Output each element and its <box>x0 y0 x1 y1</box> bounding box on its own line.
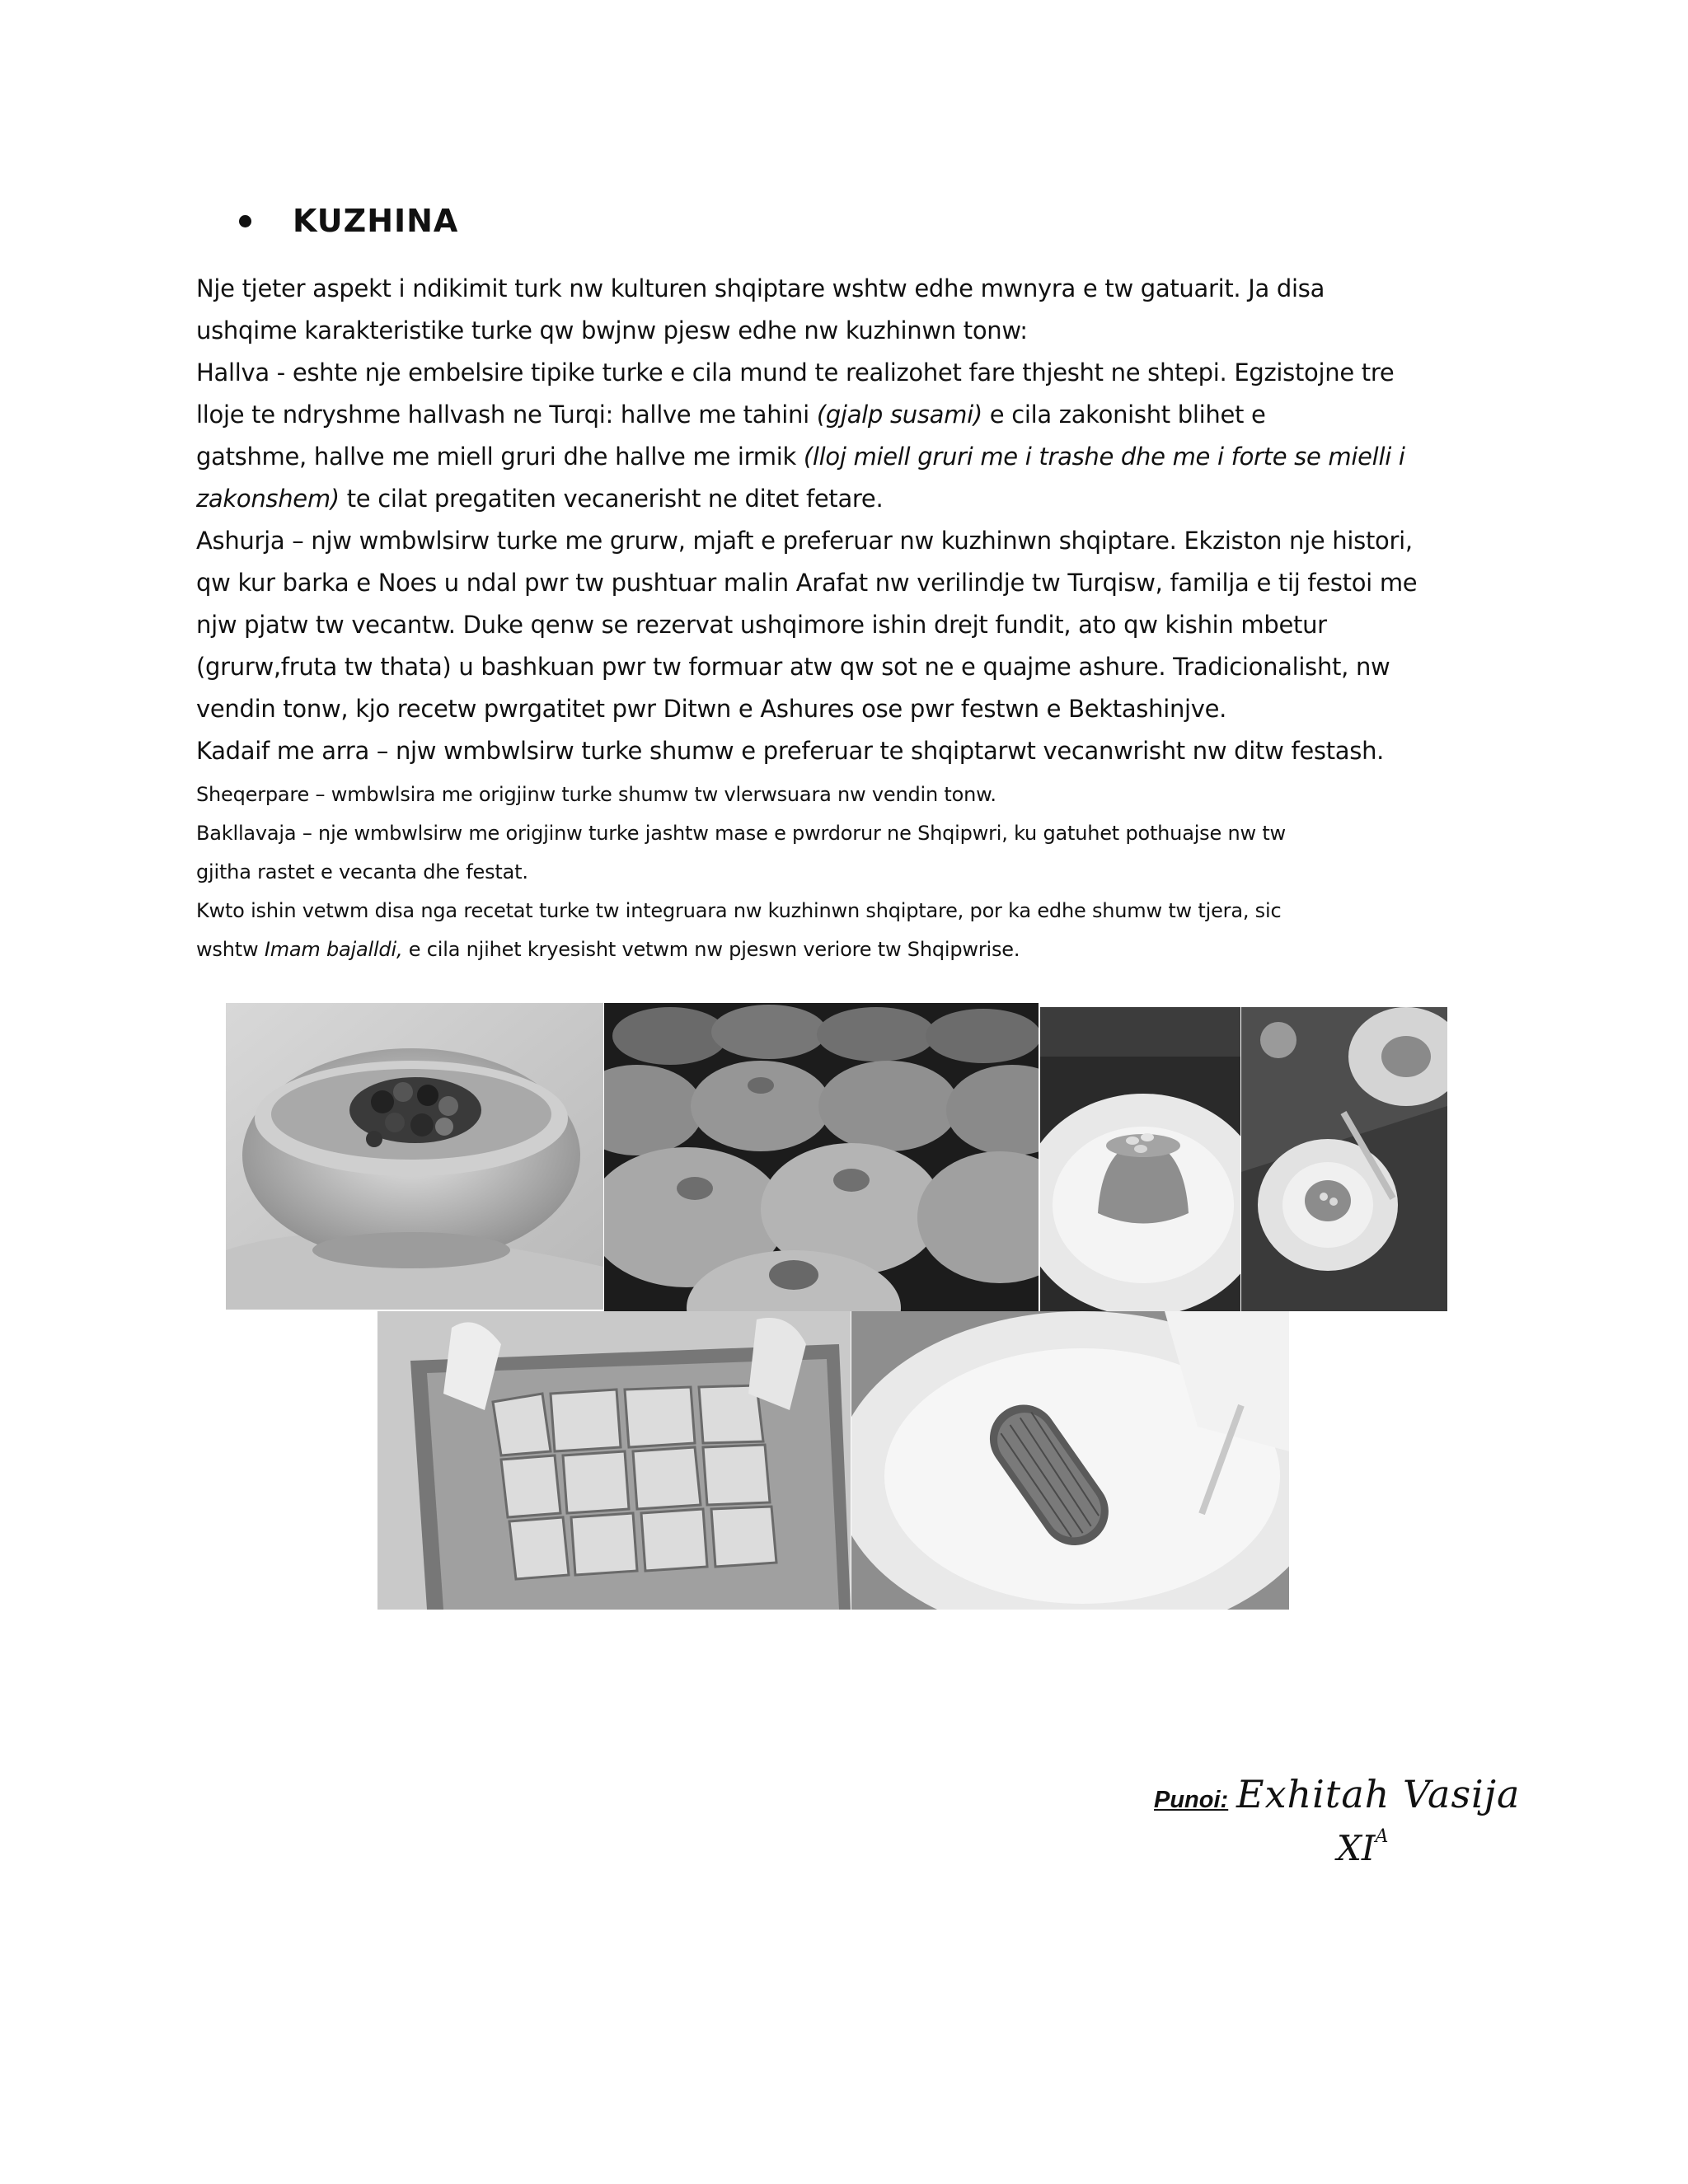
hallva-text: gatshme, hallve me miell gruri dhe hallve me irmik <box>196 443 804 471</box>
hallva-line-1: Hallva - eshte nje embelsire tipike turke e cila mund te realizohet fare thjesht ne shtepi. Egzistojne tre <box>196 359 1395 387</box>
ashure-photo <box>226 1003 603 1310</box>
bakllavaja-line-2: gjitha rastet e vecanta dhe festat. <box>196 860 528 883</box>
section-heading-row <box>239 196 458 246</box>
author-credit <box>1154 1772 1521 1887</box>
closing-italic-dish: Imam bajalldi, <box>264 938 403 961</box>
class-section: A <box>1375 1826 1389 1847</box>
sheqerpare-line-1: Sheqerpare – wmbwlsira me origjinw turke shumw tw vlerwsuara nw vendin tonw. <box>196 783 996 806</box>
hallva-italic-note: (lloj miell gruri me i trashe dhe me i forte se mielli i <box>803 443 1405 471</box>
closing-line-1: Kwto ishin vetwm disa nga recetat turke tw integruara nw kuzhinwn shqiptare, por ka edhe shumw tw tjera, sic <box>196 899 1282 922</box>
hallva-italic-note: (gjalp susami) <box>816 401 982 429</box>
intro-line-1: Nje tjeter aspekt i ndikimit turk nw kulturen shqiptare wshtw edhe mwnyra e tw gatuarit. Ja disa <box>196 274 1325 302</box>
body-text <box>196 268 1498 969</box>
closing-line-2 <box>196 930 1498 969</box>
ashurja-line-4: (grurw,fruta tw thata) u bashkuan pwr tw formuar atw qw sot ne e quajme ashure. Tradicionalisht, nw <box>196 653 1390 681</box>
sheqerpare-photo <box>604 1003 1039 1311</box>
kadaif-line-1: Kadaif me arra – njw wmbwlsirw turke shumw e preferuar te shqiptarwt vecanwrisht nw ditw festash. <box>196 737 1385 765</box>
bakllava-photo <box>377 1311 851 1610</box>
hallva-line-4 <box>196 478 1498 520</box>
bakllavaja-line-1: Bakllavaja – nje wmbwlsirw me origjinw turke jashtw mase e pwrdorur ne Shqipwri, ku gatuhet pothuajse nw tw <box>196 822 1286 845</box>
credit-label: Punoi: <box>1154 1787 1229 1813</box>
ashurja-line-5: vendin tonw, kjo recetw pwrgatitet pwr Ditwn e Ashures ose pwr festwn e Bektashinjve. <box>196 695 1227 723</box>
closing-text: e cila njihet kryesisht vetwm nw pjeswn veriore tw Shqipwrise. <box>402 938 1020 961</box>
bullet-icon <box>239 215 251 227</box>
intro-line-2: ushqime karakteristike turke qw bwjnw pjesw edhe nw kuzhinwn tonw: <box>196 316 1028 344</box>
ashurja-line-1: Ashurja – njw wmbwlsirw turke me grurw, mjaft e preferuar nw kuzhinwn shqiptare. Ekziston nje histori, <box>196 527 1413 555</box>
ashurja-line-2: qw kur barka e Noes u ndal pwr tw pushtuar malin Arafat nw verilindje tw Turqisw, familja e tij festoi me <box>196 569 1418 597</box>
hallva-line-2 <box>196 394 1498 436</box>
section-heading: KUZHINA <box>293 203 459 239</box>
hallva-text: lloje te ndryshme hallvash ne Turqi: hallve me tahini <box>196 401 817 429</box>
hallva-plate-photo <box>1040 1007 1240 1311</box>
closing-text: wshtw <box>196 938 265 961</box>
hallva-italic-note: zakonshem) <box>196 485 340 513</box>
hallva-table-photo <box>1241 1007 1447 1311</box>
ashurja-line-3: njw pjatw tw vecantw. Duke qenw se rezervat ushqimore ishin drejt fundit, ato qw kishin mbetur <box>196 611 1327 639</box>
kadaif-photo <box>851 1311 1289 1610</box>
hallva-text: e cila zakonisht blihet e <box>982 401 1266 429</box>
author-name: Exhitah Vasija <box>1236 1772 1521 1816</box>
hallva-text: te cilat pregatiten vecanerisht ne ditet fetare. <box>339 485 884 513</box>
author-class <box>1337 1828 1388 1868</box>
class-grade: XI <box>1337 1828 1376 1868</box>
hallva-line-3 <box>196 436 1498 478</box>
